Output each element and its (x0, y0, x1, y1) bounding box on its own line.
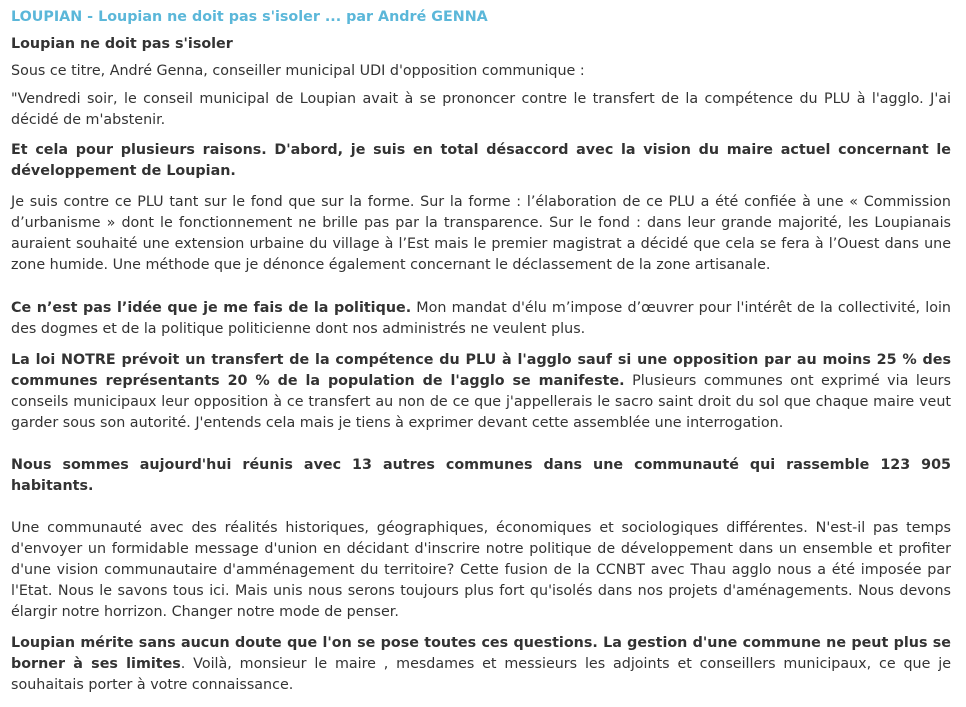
politics-bold-text: Ce n’est pas l’idée que je me fais de la politique. (11, 300, 412, 316)
politics-paragraph (11, 298, 951, 340)
loi-notre-text: Plusieurs communes ont exprimé via leurs conseils municipaux leur opposition à ce transfert au non de ce que j'appellerais le sacro saint droit du sol que chaque maire veut garder sous son autorité. J'entends cela mais je tiens à exprimer devant cette assemblée une interrogation. (11, 373, 951, 431)
article-subtitle: Loupian ne doit pas s'isoler (11, 36, 233, 52)
intro-paragraph: Sous ce titre, André Genna, conseiller municipal UDI d'opposition communique : (11, 63, 585, 79)
quote-opening-paragraph: "Vendredi soir, le conseil municipal de Loupian avait à se prononcer contre le transfert de la compétence du PLU à l'agglo. J'ai décidé de m'abstenir. (11, 91, 951, 128)
community-paragraph: Une communauté avec des réalités historiques, géographiques, économiques et sociologiques différentes. N'est-il pas temps d'envoyer un formidable message d'union en décidant d'inscrire notre politique de développement dans un ensemble et profiter d'une vision communautaire d'amménagement du territoire? Cette fusion de la CCNBT avec Thau agglo nous a été imposée par l'Etat. Nous le savons tous ici. Mais unis nous serons toujours plus fort qu'isolés dans nos projets d'aménagements. Nous devons élargir notre horrizon. Changer notre mode de penser. (11, 520, 951, 620)
politics-text: Mon mandat d'élu m’impose d’œuvrer pour l'intérêt de la collectivité, loin des dogmes et de la politique politicienne dont nos administrés ne veulent plus. (11, 300, 951, 337)
conclusion-bold-text: Loupian mérite sans aucun doute que l'on se pose toutes ces questions. La gestion d'une commune ne peut plus se borner à ses limites (11, 635, 951, 672)
communities-paragraph: Nous sommes aujourd'hui réunis avec 13 autres communes dans une communauté qui rassemble 123 905 habitants. (11, 457, 951, 494)
plu-paragraph: Je suis contre ce PLU tant sur le fond que sur la forme. Sur la forme : l’élaboration de ce PLU a été confiée à une « Commission d’urbanisme » dont le fonctionnement ne brille pas par la transparence. Sur le fond : dans leur grande majorité, les Loupianais auraient souhaité une extension urbaine du village à l’Est mais le premier magistrat a décidé que cela se fera à l’Ouest dans une zone humide. Une méthode que je dénonce également concernant le déclassement de la zone artisanale. (11, 194, 951, 273)
reasons-paragraph: Et cela pour plusieurs raisons. D'abord, je suis en total désaccord avec la vision du maire actuel concernant le développement de Loupian. (11, 142, 951, 179)
conclusion-text: . Voilà, monsieur le maire , mesdames et messieurs les adjoints et conseillers municipaux, ce que je souhaitais porter à votre connaissance. (11, 656, 951, 693)
loi-notre-bold-text: La loi NOTRE prévoit un transfert de la compétence du PLU à l'agglo sauf si une opposition par au moins 25 % des communes représentants 20 % de la population de l'agglo se manifeste. (11, 352, 951, 389)
loi-notre-paragraph (11, 350, 951, 434)
article-title[interactable]: LOUPIAN - Loupian ne doit pas s'isoler ... par André GENNA (11, 9, 488, 25)
conclusion-paragraph (11, 633, 951, 696)
